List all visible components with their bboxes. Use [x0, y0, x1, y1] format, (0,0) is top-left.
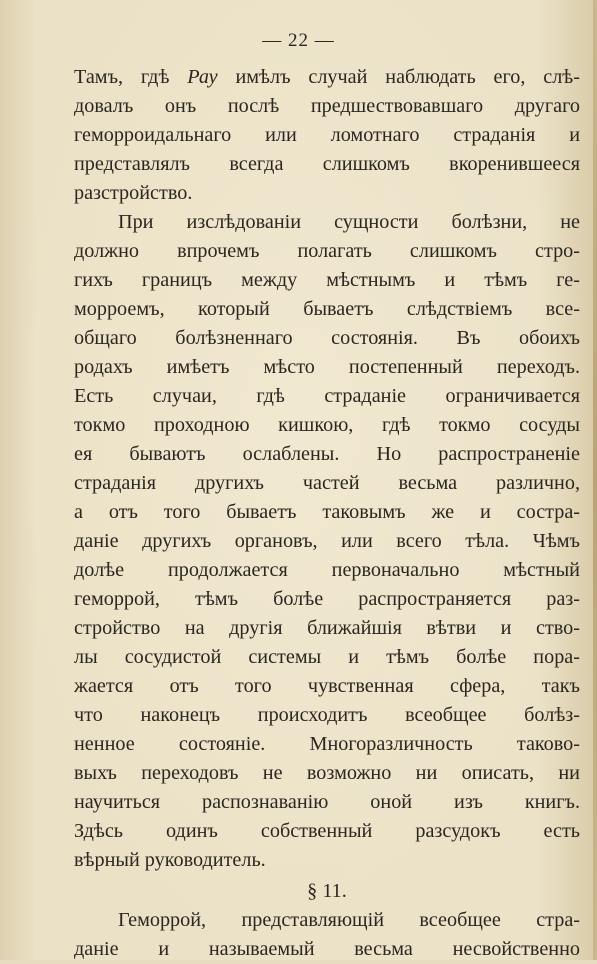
text-line: При изслѣдованіи сущности болѣзни, не [118, 211, 580, 233]
text-line: научиться распознаванію оной изъ книгъ. [74, 791, 580, 813]
text-line: токмо проходною кишкою, гдѣ токмо сосуды [74, 414, 580, 436]
text-line: вѣрный руководитель. [74, 849, 266, 871]
text-line: геморрой, тѣмъ болѣе распространяется раз- [74, 588, 580, 610]
text-line: гихъ границъ между мѣстнымъ и тѣмъ ге- [74, 269, 580, 291]
text-line: Здѣсь одинъ собственный разсудокъ есть [74, 820, 580, 842]
text-line: жается отъ того чувственная сфера, такъ [74, 675, 580, 697]
text-line: Тамъ, гдѣ Рау имѣлъ случай наблюдать его, слѣ- [74, 66, 580, 88]
text-line: общаго болѣзненнаго состоянія. Въ обоихъ [74, 327, 580, 349]
text-line: ненное состояніе. Многоразличность таково- [74, 733, 580, 755]
text-line: родахъ имѣетъ мѣсто постепенный переходъ. [74, 356, 580, 378]
text-line: морроемъ, который бываетъ слѣдствіемъ все- [74, 298, 580, 320]
text-line: ея бываютъ ослаблены. Но распространеніе [74, 443, 580, 465]
page-edge [593, 0, 597, 960]
text-line: довалъ онъ послѣ предшествовавшаго другаго [74, 95, 580, 117]
text-line: выхъ переходовъ не возможно ни описать, ни [74, 762, 580, 784]
text-line: Геморрой, представляющій всеобщее стра- [118, 909, 580, 931]
text-line: должно впрочемъ полагать слишкомъ стро- [74, 240, 580, 262]
page-number: — 22 — [262, 30, 335, 51]
text-line: стройство на другія ближайшія вѣтви и ство- [74, 617, 580, 639]
section-heading: § 11. [307, 880, 347, 902]
text-line: даніе другихъ органовъ, или всего тѣла. Чѣмъ [74, 530, 580, 552]
author-name: Рау [187, 66, 218, 88]
text-line: а отъ того бываетъ таковымъ же и состра- [74, 501, 580, 523]
text-line: разстройство. [74, 182, 193, 204]
text-line: Есть случаи, гдѣ страданіе ограничивается [74, 385, 580, 407]
text-line: что наконецъ происходитъ всеобщее болѣз- [74, 704, 580, 726]
text-line: лы сосудистой системы и тѣмъ болѣе пора- [74, 646, 580, 668]
text-line: страданія другихъ частей весьма различно, [74, 472, 580, 494]
text-line: геморроидальнаго или ломотнаго страданія и [74, 124, 580, 146]
text-line: даніе и называемый весьма несвойственно [74, 938, 580, 960]
text-line: представлялъ всегда слишкомъ вкоренившееся [74, 153, 580, 175]
body-text [74, 63, 580, 964]
text-line: долѣе продолжается первоначально мѣстный [74, 559, 580, 581]
